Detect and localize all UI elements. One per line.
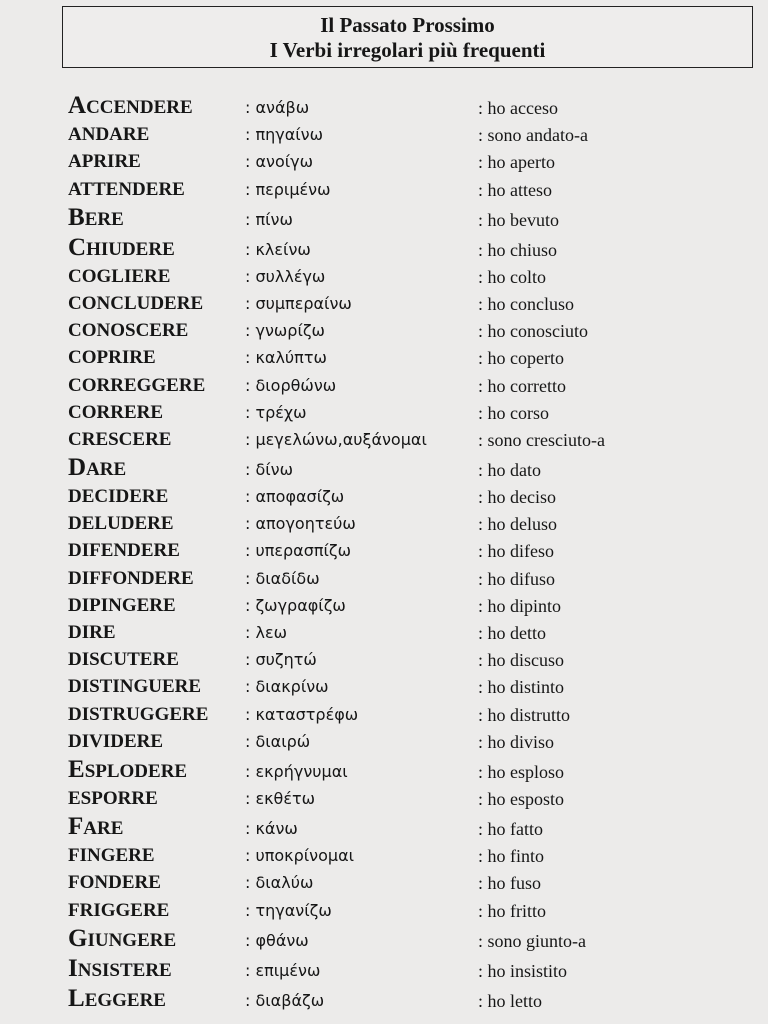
page-title: Il Passato Prossimo — [320, 13, 495, 37]
greek-translation: : συζητώ — [245, 650, 317, 670]
past-participle: : ho insistito — [478, 960, 568, 981]
greek-translation: : διαιρώ — [245, 731, 311, 751]
italian-verb: CORRERE — [68, 401, 164, 423]
verb-table — [0, 92, 768, 1015]
past-participle: : ho deciso — [478, 487, 556, 508]
verb-row — [0, 291, 768, 318]
verb-row — [0, 511, 768, 538]
italian-verb: GIUNGERE — [68, 924, 177, 952]
greek-translation: : καταστρέφω — [245, 704, 359, 724]
greek-translation: : πηγαίνω — [245, 125, 324, 145]
past-participle: : ho coperto — [478, 348, 564, 369]
past-participle: : ho fuso — [478, 873, 541, 894]
past-participle: : ho distinto — [478, 677, 565, 698]
verb-row — [0, 122, 768, 149]
greek-translation: : υπερασπίζω — [245, 541, 352, 561]
verb-row — [0, 176, 768, 203]
italian-verb: CONCLUDERE — [68, 292, 204, 314]
verb-row — [0, 538, 768, 565]
italian-verb: ANDARE — [68, 124, 150, 146]
italian-verb: DELUDERE — [68, 513, 174, 535]
greek-translation: : γνωρίζω — [245, 321, 325, 341]
past-participle: : ho fatto — [478, 818, 543, 839]
italian-verb: INSISTERE — [68, 954, 172, 982]
verb-row — [0, 264, 768, 291]
past-participle: : ho letto — [478, 990, 542, 1011]
greek-translation: : υποκρίνομαι — [245, 846, 355, 866]
italian-verb: LEGGERE — [68, 984, 166, 1012]
italian-verb: DECIDERE — [68, 486, 169, 508]
past-participle: : ho conosciuto — [478, 321, 588, 342]
italian-verb: DIFENDERE — [68, 540, 180, 562]
past-participle: : ho atteso — [478, 179, 552, 200]
verb-row — [0, 701, 768, 728]
past-participle: : ho distrutto — [478, 704, 571, 725]
past-participle: : ho difeso — [478, 541, 554, 562]
past-participle: : ho aperto — [478, 152, 555, 173]
italian-verb: DIVIDERE — [68, 730, 164, 752]
italian-verb: FRIGGERE — [68, 899, 170, 921]
italian-verb: ACCENDERE — [68, 92, 193, 119]
verb-row — [0, 925, 768, 955]
past-participle: : ho dato — [478, 459, 541, 480]
past-participle: : ho acceso — [478, 98, 558, 118]
greek-translation: : περιμένω — [245, 179, 331, 199]
past-participle: : ho diviso — [478, 731, 555, 752]
greek-translation: : λεω — [245, 623, 287, 642]
verb-row — [0, 786, 768, 813]
past-participle: : ho detto — [478, 623, 546, 643]
italian-verb: DIPINGERE — [68, 594, 176, 616]
italian-verb: CRESCERE — [68, 428, 172, 450]
past-participle: : ho deluso — [478, 514, 557, 535]
past-participle: : ho concluso — [478, 293, 574, 314]
verb-row — [0, 345, 768, 372]
italian-verb: BERE — [68, 203, 124, 231]
past-participle: : ho chiuso — [478, 239, 557, 260]
past-participle: : sono cresciuto-a — [478, 429, 605, 450]
past-participle: : ho corretto — [478, 375, 566, 396]
greek-translation: : επιμένω — [245, 960, 321, 980]
page-subtitle: I Verbi irregolari più frequenti — [269, 38, 546, 62]
italian-verb: FINGERE — [68, 845, 155, 867]
italian-verb: COPRIRE — [68, 347, 156, 369]
verb-row — [0, 204, 768, 234]
title-box — [62, 6, 753, 68]
past-participle: : ho dipinto — [478, 595, 562, 616]
greek-translation: : ανάβω — [245, 98, 310, 117]
past-participle: : ho corso — [478, 402, 549, 423]
past-participle: : ho esposto — [478, 788, 565, 809]
greek-translation: : καλύπτω — [245, 348, 327, 368]
greek-translation: : απογοητεύω — [245, 514, 356, 534]
greek-translation: : ανοίγω — [245, 152, 314, 172]
italian-verb: ESPORRE — [68, 787, 158, 809]
italian-verb: DIRE — [68, 622, 116, 643]
verb-row — [0, 620, 768, 647]
verb-row — [0, 593, 768, 620]
verb-row — [0, 234, 768, 264]
past-participle: : ho difuso — [478, 568, 556, 589]
greek-translation: : τηγανίζω — [245, 900, 332, 920]
verb-row — [0, 756, 768, 786]
greek-translation: : διορθώνω — [245, 375, 337, 395]
verb-row — [0, 843, 768, 870]
italian-verb: DISTINGUERE — [68, 676, 202, 698]
verb-row — [0, 454, 768, 484]
verb-row — [0, 870, 768, 897]
verb-row — [0, 985, 768, 1015]
verb-row — [0, 674, 768, 701]
past-participle: : ho discuso — [478, 650, 565, 671]
greek-translation: : τρέχω — [245, 402, 307, 422]
greek-translation: : συλλέγω — [245, 266, 326, 286]
italian-verb: CHIUDERE — [68, 233, 175, 261]
verb-row — [0, 955, 768, 985]
greek-translation: : διαλύω — [245, 873, 314, 893]
verb-row — [0, 372, 768, 399]
verb-row — [0, 400, 768, 427]
greek-translation: : διαδίδω — [245, 568, 320, 588]
italian-verb: CORREGGERE — [68, 374, 206, 396]
italian-verb: ESPLODERE — [68, 755, 188, 783]
verb-row — [0, 897, 768, 924]
greek-translation: : κάνω — [245, 818, 298, 838]
italian-verb: COGLIERE — [68, 265, 171, 287]
italian-verb: FARE — [68, 812, 124, 840]
greek-translation: : μεγελώνω,αυξάνομαι — [245, 429, 427, 449]
greek-translation: : πίνω — [245, 209, 293, 229]
greek-translation: : εκρήγνυμαι — [245, 761, 348, 781]
italian-verb: DISCUTERE — [68, 649, 179, 671]
greek-translation: : διαβάζω — [245, 990, 325, 1010]
past-participle: : ho bevuto — [478, 209, 559, 230]
past-participle: : ho finto — [478, 846, 544, 867]
greek-translation: : αποφασίζω — [245, 487, 345, 507]
italian-verb: FONDERE — [68, 872, 161, 894]
verb-row — [0, 427, 768, 454]
greek-translation: : φθάνω — [245, 930, 309, 950]
past-participle: : ho esploso — [478, 761, 565, 782]
verb-row — [0, 149, 768, 176]
greek-translation: : ζωγραφίζω — [245, 595, 346, 615]
verb-row — [0, 92, 768, 122]
greek-translation: : δίνω — [245, 459, 294, 479]
verb-row — [0, 484, 768, 511]
italian-verb: CONOSCERE — [68, 320, 189, 342]
verb-row — [0, 565, 768, 592]
verb-row — [0, 318, 768, 345]
italian-verb: DARE — [68, 453, 127, 481]
past-participle: : sono andato-a — [478, 125, 588, 146]
past-participle: : sono giunto-a — [478, 930, 586, 951]
past-participle: : ho colto — [478, 266, 546, 287]
verb-row — [0, 813, 768, 843]
verb-row — [0, 729, 768, 756]
greek-translation: : συμπεραίνω — [245, 293, 352, 313]
italian-verb: APRIRE — [68, 151, 141, 173]
past-participle: : ho fritto — [478, 900, 546, 921]
greek-translation: : κλείνω — [245, 239, 311, 259]
italian-verb: ATTENDERE — [68, 178, 185, 200]
greek-translation: : εκθέτω — [245, 788, 316, 808]
verb-row — [0, 647, 768, 674]
italian-verb: DISTRUGGERE — [68, 703, 209, 725]
italian-verb: DIFFONDERE — [68, 567, 194, 589]
greek-translation: : διακρίνω — [245, 677, 329, 697]
